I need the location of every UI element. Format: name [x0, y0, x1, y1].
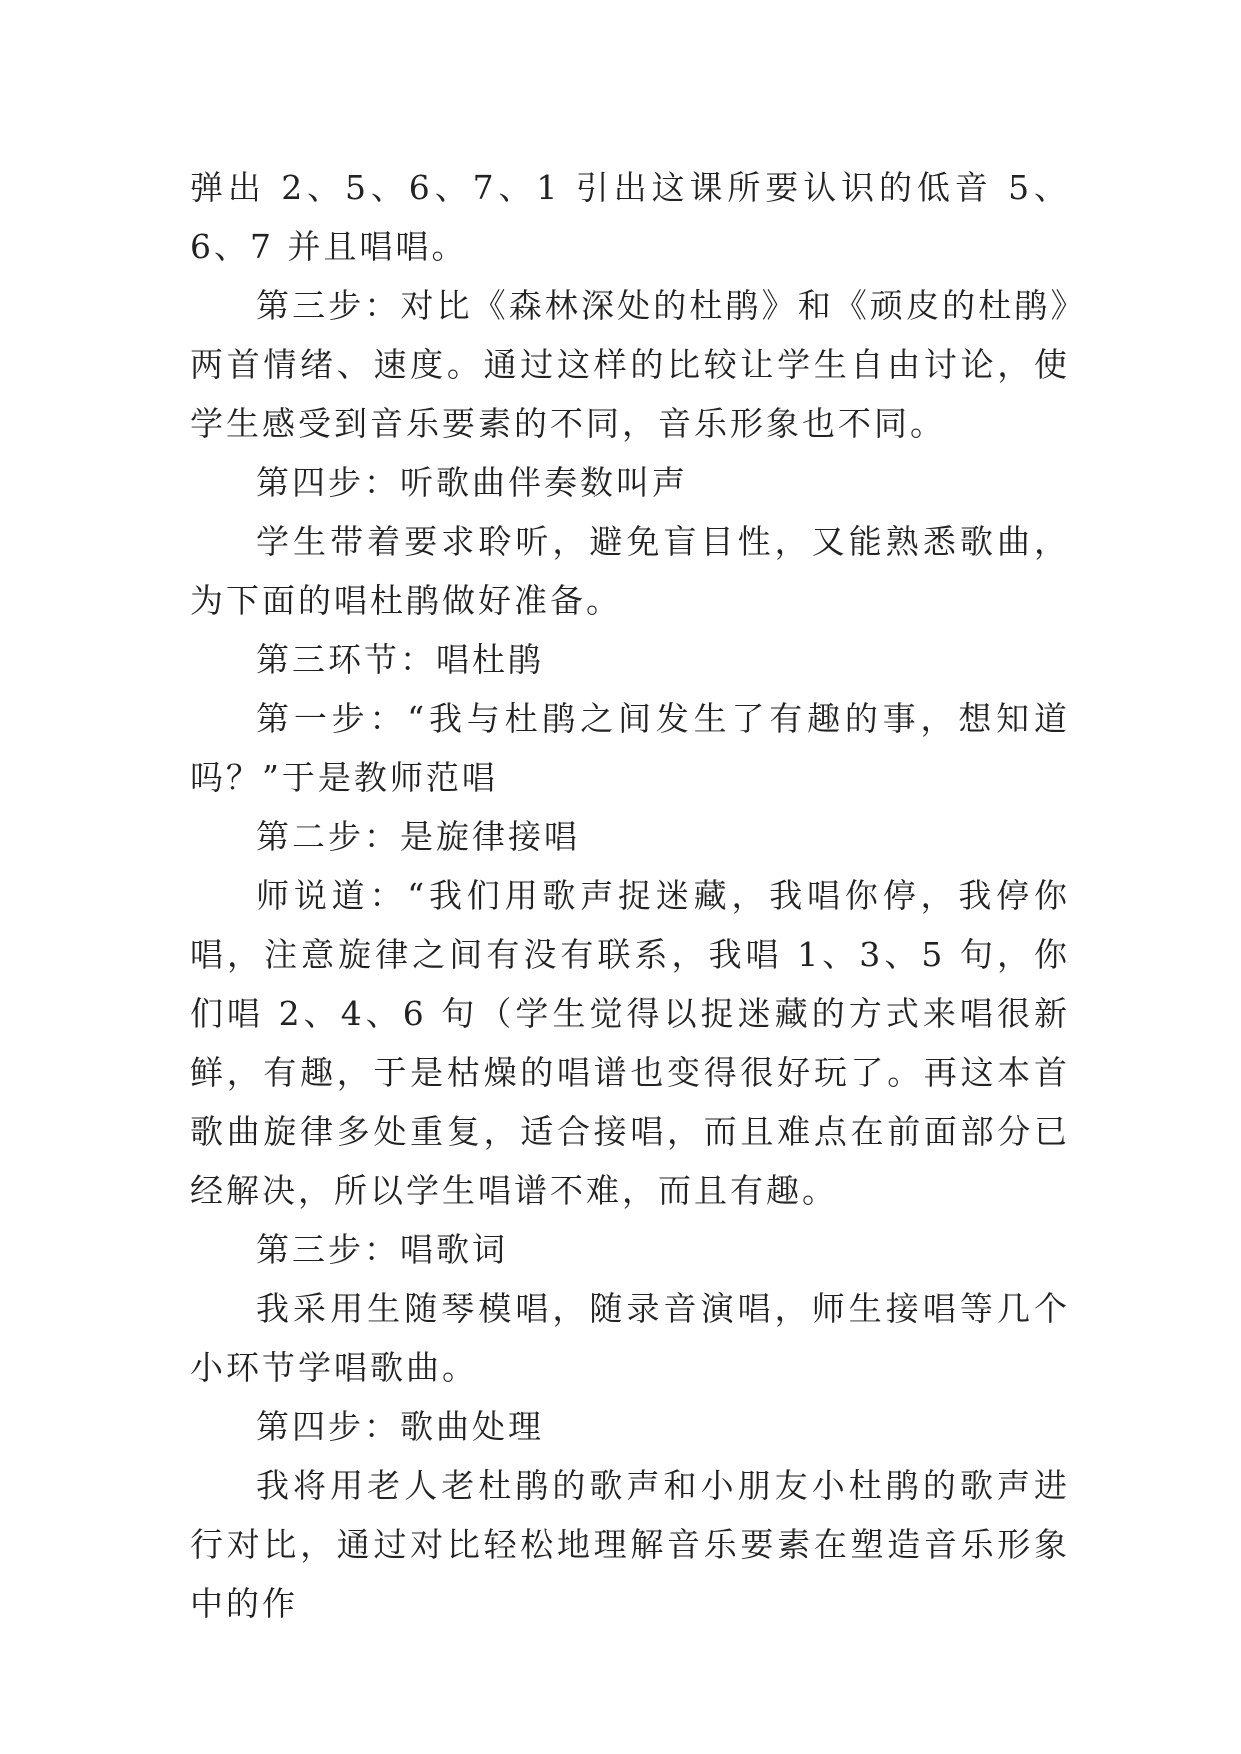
paragraph-11: 第四步：歌曲处理	[256, 1407, 544, 1446]
document-body	[190, 158, 1070, 1633]
paragraph-3: 第四步：听歌曲伴奏数叫声	[256, 463, 688, 502]
paragraph-9: 第三步：唱歌词	[256, 1230, 508, 1269]
paragraph-4: 学生带着要求聆听，避免盲目性，又能熟悉歌曲，为下面的唱杜鹃做好准备。	[190, 522, 1070, 620]
paragraph-6: 第一步：“我与杜鹃之间发生了有趣的事，想知道吗？”于是教师范唱	[190, 699, 1070, 797]
paragraph-5: 第三环节：唱杜鹃	[256, 640, 544, 679]
paragraph-1: 弹出 2、5、6、7、1 引出这课所要认识的低音 5、6、7 并且唱唱。	[190, 168, 1070, 266]
paragraph-10: 我采用生随琴模唱，随录音演唱，师生接唱等几个小环节学唱歌曲。	[190, 1289, 1070, 1387]
paragraph-12: 我将用老人老杜鹃的歌声和小朋友小杜鹃的歌声进行对比，通过对比轻松地理解音乐要素在塑造音乐形象中的作	[190, 1466, 1070, 1623]
paragraph-2: 第三步：对比《森林深处的杜鹃》和《顽皮的杜鹃》两首情绪、速度。通过这样的比较让学生自由讨论，使学生感受到音乐要素的不同，音乐形象也不同。	[190, 286, 1070, 443]
paragraph-8: 师说道：“我们用歌声捉迷藏，我唱你停，我停你唱，注意旋律之间有没有联系，我唱 1、3、5 句，你们唱 2、4、6 句（学生觉得以捉迷藏的方式来唱很新鲜，有趣，于是枯燥的唱谱也变得很好玩了。再这本首歌曲旋律多处重复，适合接唱，而且难点在前面部分已经解决，所以学生唱谱不难，而且有趣。	[190, 876, 1070, 1210]
paragraph-7: 第二步：是旋律接唱	[256, 817, 580, 856]
